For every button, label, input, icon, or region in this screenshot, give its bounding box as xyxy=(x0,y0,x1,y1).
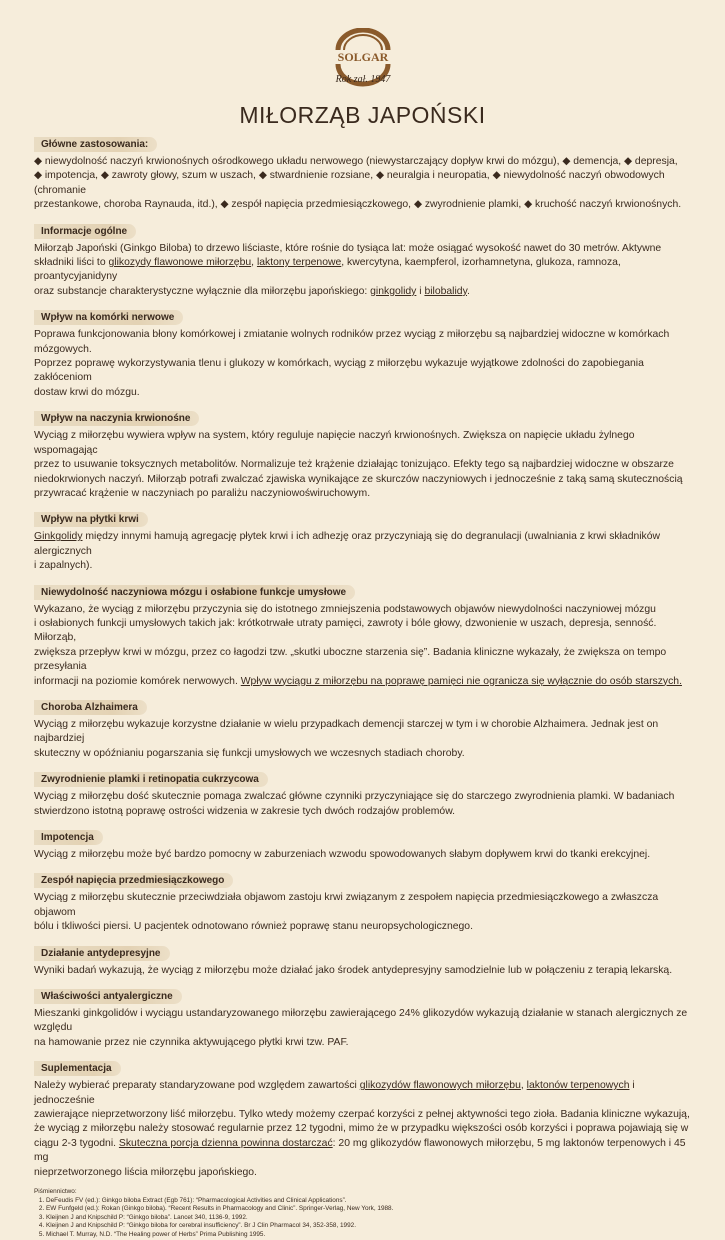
text-line: że wyciąg z miłorzębu należy stosować regularnie przez 12 tygodni, mimo że w przypadku większości osób korzyści i poprawa pojawiają się w xyxy=(34,1123,689,1135)
section-body xyxy=(34,242,694,300)
section-heading: Wpływ na naczynia krwionośne xyxy=(34,411,199,426)
reference-item: 5. Michael T. Murray, N.D. “The Healing power of Herbs” Prima Publishing 1995. xyxy=(46,1231,694,1240)
text-line: i zapalnych). xyxy=(34,560,93,572)
text-line: Wyniki badań wykazują, że wyciąg z miłorzębu może działać jako środek antydepresyjny samodzielnie lub w połączeniu z terapią lekarską. xyxy=(34,964,673,976)
page-title: MIŁORZĄB JAPOŃSKI xyxy=(239,102,486,128)
text-line: nieprzetworzonego liścia miłorzębu japońskiego. xyxy=(34,1166,257,1178)
underlined-term: Ginkgolidy xyxy=(34,531,83,543)
text-line: przywracać krążenie w naczyniach po paraliżu naczyniowoświruchowym. xyxy=(34,487,371,499)
text-line: Poprawa funkcjonowania błony komórkowej i zmiatanie wolnych rodników przez wyciąg z miłorzębu są najbardziej widoczne w komórkach mózgowych. xyxy=(34,329,670,355)
section-zespol xyxy=(34,870,694,934)
text-fragment: Należy wybierać preparaty standaryzowane pod względem zawartości xyxy=(34,1080,360,1092)
references-list xyxy=(34,1197,694,1240)
section-antydepresyjne xyxy=(34,943,694,978)
text-fragment: między innymi hamują agregację płytek krwi i ich adhezję oraz przyczyniają się do degranulacji (uwalniania z krwi składników alergicznych xyxy=(34,531,661,557)
section-body xyxy=(34,1007,694,1050)
section-plamka xyxy=(34,769,694,819)
text-line: Wyciąg z miłorzębu wywiera wpływ na system, który reguluje napięcie naczyń krwionośnych. Zwiększa on napięcie układu żylnego wspomagając xyxy=(34,430,635,456)
section-body xyxy=(34,155,694,213)
section-body xyxy=(34,790,694,819)
section-informacje xyxy=(34,221,694,300)
section-heading: Suplementacja xyxy=(34,1061,121,1076)
text-line: przez to usuwanie toksycznych metabolitów. Normalizuje też krążenie działając tonizująco. Efekty tego są najbardziej widoczne w obszarze xyxy=(34,459,674,471)
text-fragment: : 20 mg glikozydów flawonowych miłorzębu, 5 mg laktonów terpenowych i 45 mg xyxy=(34,1137,686,1164)
text-fragment: , xyxy=(251,257,257,269)
section-body xyxy=(34,328,694,400)
text-fragment: składniki liści to xyxy=(34,257,109,269)
content xyxy=(34,134,694,1240)
text-line: Wyciąg z miłorzębu może być bardzo pomocny w zaburzeniach wzwodu spowodowanych słabym dopływem krwi do tkanki erekcyjnej. xyxy=(34,849,651,860)
references xyxy=(34,1188,694,1240)
section-heading: Zespół napięcia przedmiesiączkowego xyxy=(34,873,233,888)
text-line: stwierdzono istotną poprawę ostrości widzenia w zakresie tych dwóch rodzajów problemów. xyxy=(34,805,456,817)
underlined-term: Skuteczna porcja dzienna powinna dostarczać xyxy=(118,1137,333,1149)
references-heading: Piśmiennictwo: xyxy=(34,1188,77,1196)
reference-item: 3. Kleijnen J and Knipschild P: “Ginkgo biloba”. Lancet 340, 1136-9, 1992. xyxy=(46,1214,694,1223)
text-line: bólu i tkliwości piersi. U pacjentek odnotowano również poprawę stanu neuropsychologicznego. xyxy=(34,921,473,933)
text-line: niedokrwionych naczyń. Miłorząb potrafi zwalczać zjawiska wynikające ze skurczów naczyniowych i jednocześnie z taką samą skutecznością xyxy=(34,473,683,485)
section-heading: Zwyrodnienie plamki i retinopatia cukrzycowa xyxy=(34,772,268,787)
text-line: na hamowanie przez nie czynnika aktywującego płytki krwi tzw. PAF. xyxy=(34,1036,349,1048)
section-suplementacja xyxy=(34,1058,694,1180)
section-heading: Działanie antydepresyjne xyxy=(34,946,170,961)
text-line: Miłorząb Japoński (Ginkgo Biloba) to drzewo liściaste, które rośnie do tysiąca lat: może osiągać wysokość nawet do 30 metrów. Aktywne xyxy=(34,242,662,254)
underlined-term: bilobalidy xyxy=(424,285,468,297)
section-body xyxy=(34,718,694,761)
text-line: i osłabionych funkcji umysłowych takich jak: krótkotrwałe utraty pamięci, zawroty i bóle głowy, dzwonienie w uszach, depresja, senność. Miłorząb, xyxy=(34,617,657,644)
section-body xyxy=(34,603,694,689)
text-line: Wykazano, że wyciąg z miłorzębu przyczynia się do istotnego zmniejszenia podstawowych objawów niewydolności naczyniowej mózgu xyxy=(34,603,656,615)
underlined-term: Wpływ wyciągu z miłorzębu na poprawę pamięci nie ogranicza się wyłącznie do osób starszych. xyxy=(240,675,682,687)
logo-brand: SOLGAR xyxy=(337,50,388,64)
text-line: Wyciąg z miłorzębu dość skutecznie pomaga zwalczać główne czynniki przyczyniające się do starczego zwyrodnienia plamki. W badaniach xyxy=(34,791,675,803)
section-glowne xyxy=(34,134,694,213)
text-line: zawierające nieprzetworzony liść miłorzębu. Tylko wtedy możemy czerpać korzyści z pełnej aktywności tego zioła. Badania kliniczne wykazują, xyxy=(34,1109,690,1121)
text-fragment: , xyxy=(520,1080,527,1092)
underlined-term: laktony terpenowe xyxy=(256,257,342,269)
section-niewydolnosc xyxy=(34,582,694,689)
logo-tagline: Rok zał. 1947 xyxy=(335,74,390,85)
section-antyalergiczne xyxy=(34,986,694,1050)
solgar-logo-mark xyxy=(308,28,418,94)
text-line: ◆ impotencja, ◆ zawroty głowy, szum w uszach, ◆ stwardnienie rozsiane, ◆ neuralgia i neuropatia, ◆ niewydolność naczyń obwodowych (chromanie xyxy=(34,170,665,196)
text-fragment: oraz substancje charakterystyczne wyłącznie dla miłorzębu japońskiego: xyxy=(34,285,371,297)
reference-item: 4. Kleijnen J and Knipschild P: “Ginkgo biloba for cerebral insufficiency”. Br J Clin Pharmacol 34, 352-358, 1992. xyxy=(46,1222,694,1231)
solgar-logo xyxy=(0,28,725,94)
underlined-term: ginkgolidy xyxy=(370,285,417,297)
text-line: dostaw krwi do mózgu. xyxy=(34,386,140,398)
underlined-term: glikozydów flawonowych miłorzębu xyxy=(359,1080,521,1092)
section-body xyxy=(34,848,694,862)
section-heading: Główne zastosowania: xyxy=(34,137,157,152)
text-fragment: , kwercytyna, kaempferol, izorhamnetyna, glukoza, ramnoza, proantycyjanidyny xyxy=(34,257,621,283)
text-line: Poprzez poprawę wykorzystywania tlenu i glukozy w komórkach, wyciąg z miłorzębu wykazuje wyjątkowe zdolności do zapobiegania zakłóceniom xyxy=(34,358,644,384)
text-line: zwiększa przepływ krwi w mózgu, przez co łagodzi tzw. „skutki uboczne starzenia się”. Badania kliniczne wykazały, że zwiększa on tempo przesyłania xyxy=(34,646,667,673)
section-heading: Niewydolność naczyniowa mózgu i osłabione funkcje umysłowe xyxy=(34,585,355,600)
section-heading: Informacje ogólne xyxy=(34,224,136,239)
reference-item: 1. DeFeudis FV (ed.): Ginkgo biloba Extract (Egb 761): “Pharmacological Activities and Clinical Applications”. xyxy=(46,1197,694,1206)
section-heading: Impotencja xyxy=(34,830,103,845)
section-alzheimer xyxy=(34,697,694,761)
section-komorki xyxy=(34,307,694,400)
section-body xyxy=(34,429,694,501)
section-plytki xyxy=(34,509,694,573)
section-body xyxy=(34,891,694,934)
section-heading: Choroba Alzhaimera xyxy=(34,700,147,715)
underlined-term: laktonów terpenowych xyxy=(526,1080,630,1092)
section-heading: Wpływ na płytki krwi xyxy=(34,512,148,527)
text-fragment: . xyxy=(467,285,470,297)
text-fragment: i jednocześnie xyxy=(34,1080,635,1106)
text-fragment: informacji na poziomie komórek nerwowych. xyxy=(34,675,241,687)
text-line: skuteczny w opóźnianiu pogarszania się funkcji umysłowych we wczesnych stadiach choroby. xyxy=(34,747,465,759)
text-line: Mieszanki ginkgolidów i wyciągu ustandaryzowanego miłorzębu zawierającego 24% glikozydów wykazują działanie w stanach alergicznych ze względu xyxy=(34,1008,688,1034)
text-fragment: i xyxy=(416,285,425,297)
section-impotencja xyxy=(34,827,694,862)
section-naczynia xyxy=(34,408,694,501)
text-fragment: ciągu 2-3 tygodni. xyxy=(34,1137,119,1149)
underlined-term: glikozydy flawonowe miłorzębu xyxy=(108,257,252,269)
text-line: ◆ niewydolność naczyń krwionośnych ośrodkowego układu nerwowego (niewystarczający dopływ krwi do mózgu), ◆ demencja, ◆ depresja, xyxy=(34,156,678,167)
section-body xyxy=(34,964,694,978)
reference-item: 2. EW Funfgeld (ed.): Rokan (Ginkgo biloba). “Recent Results in Pharmacology and Clinic”. Springer-Verlag, New York, 1988. xyxy=(46,1205,694,1214)
text-line: Wyciąg z miłorzębu skutecznie przeciwdziała objawom zastoju krwi związanym z zespołem napięcia przedmiesiączkowego a zwłaszcza objawom xyxy=(34,892,659,918)
section-heading: Wpływ na komórki nerwowe xyxy=(34,310,183,325)
section-body xyxy=(34,1079,694,1180)
section-heading: Właściwości antyalergiczne xyxy=(34,989,182,1004)
text-line: przestankowe, choroba Raynauda, itd.), ◆ zespół napięcia przedmiesiączkowego, ◆ zwyrodnienie plamki, ◆ kruchość naczyń krwionośnych. xyxy=(34,199,682,211)
section-body xyxy=(34,530,694,573)
text-line: Wyciąg z miłorzębu wykazuje korzystne działanie w wielu przypadkach demencji starczej w tym i w chorobie Alzhaimera. Jednak jest on najbardziej xyxy=(34,718,659,745)
